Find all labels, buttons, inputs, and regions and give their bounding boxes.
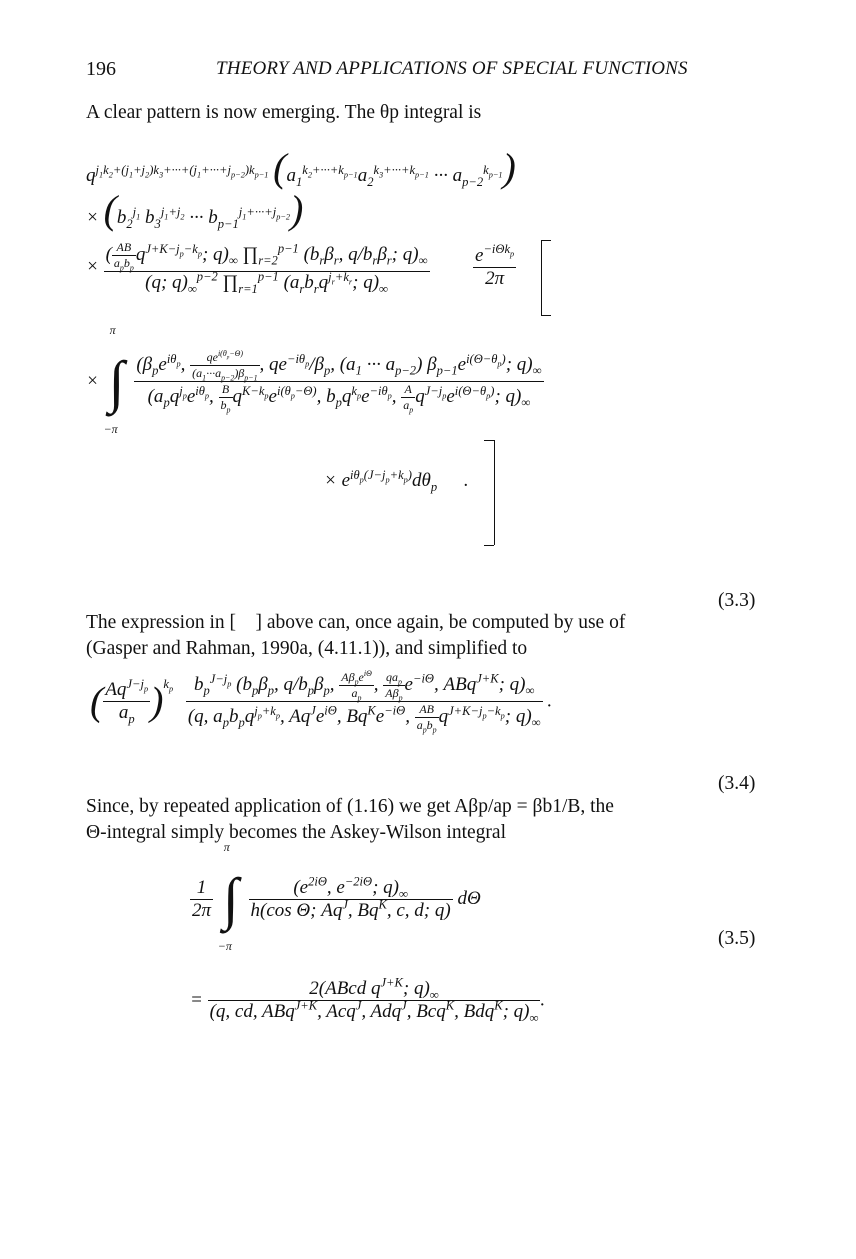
equation-3-4-label: (3.4)	[718, 773, 756, 794]
eq33-line5: × $e^{i\theta_p(J-j_p+k_p)}d\theta_p$ .	[324, 467, 469, 494]
equation-3-3-label: (3.3)	[718, 590, 756, 611]
paragraph-since-line2: Θ-integral simply becomes the Askey-Wilson integral	[86, 822, 506, 843]
eq33-line1: $q^{j_1k_2+(j_1+j_2)k_3+\cdot\cdot\cdot+(j_1+\cdot\cdot\cdot+j_{p-2})k_{p-1}}$ ($a_1^{k_2+\cdot\cdot\cdot+k_{p-1}}a_2^{k_3+\cdot\cdot\cdot+k_{p-1}}$ ··· $a_{p-2}^{k_{p-1}}$)	[86, 145, 516, 190]
equation-3-4: ( $Aq^{J-j_p}$ $a_p$ )$^{k_p}$ $b_p^{J-j_p}$ ($b_p\beta_p$, $q/b_p\beta_p$, $A\beta_pe^{i\Theta}$ $a_p$ , $qa_p$ $A\beta_p$ $e^{-i\Theta}$, ABq$^{J+K}$; $q)_\infty$ (q, $a_pb_pq^{j_p+k_p}$, $Aq^Je^{i\Theta}$, $Bq^Ke^{-i\Theta}$, AB $a_pb_p$ $q^{J+K-j_p-k_p}$; $q)_\infty$ .	[90, 669, 553, 735]
paragraph-intro: A clear pattern is now emerging. The θp integral is	[86, 102, 482, 123]
equation-3-5: $\frac{1}{2\pi}$ π ∫ −π ($e^{2i\Theta}$, $e^{-2i\Theta}$; $q)_\infty$ h(cos Θ; $Aq^J$, $Bq^K$, c, d; q) dΘ = 2(ABcd $q^{J+K}$; $q)_\infty$ (q, cd, ABq$^{J+K}$, Acq$^J$, Adq$^J$, Bcq$^K$, Bdq$^K$; $q)_\infty$ .	[190, 840, 546, 1025]
eq33-line3: × ( AB $a_pb_p$ $q^{J+K-j_p-k_p}$; $q)_\infty$ $\prod_{r=2}^{p-1}$ ($b_r\beta_r$, $q/b_r\beta_r$; $q)_\infty$ (q; $q)_\infty^{p-2}$ $\prod_{r=1}^{p-1}$ ($a_rb_rq^{j_r+k_r}$; $q)_\infty$ $e^{-i\Theta k_p}$ 2π	[86, 240, 515, 296]
equation-3-5-label: (3.5)	[718, 928, 756, 949]
paragraph-expression-line1: The expression in [ ] above can, once again, be computed by use of	[86, 612, 626, 633]
paragraph-expression-line2: (Gasper and Rahman, 1990a, (4.11.1)), and simplified to	[86, 638, 528, 659]
equation-3-3	[86, 140, 786, 580]
eq33-line2: × ($b_2^{j_1}$ $b_3^{j_1+j_2}$ ··· $b_{p-1}^{j_1+\cdot\cdot\cdot+j_{p-2}}$)	[86, 187, 304, 232]
running-title: THEORY AND APPLICATIONS OF SPECIAL FUNCTIONS	[216, 58, 688, 79]
eq33-line4: × π ∫ −π ($\beta_pe^{i\theta_p}$, $qe^{i(\theta_p-\Theta)}$ $(a_1\cdot\cdot\cdot a_{p-2})\beta_{p-1}$ , $qe^{-i\theta_p}/\beta_p$, ($a_1$ ··· $a_{p-2}$) $\beta_{p-1}e^{i(\Theta-\theta_p)}$; $q)_\infty$ ($a_pq^{j_p}e^{i\theta_p}$, $\frac{B}{b_p}$ $q^{K-k_p}e^{i(\theta_p-\Theta)}$, $b_pq^{k_p}e^{-i\theta_p}$, $\frac{A}{a_p}$ $q^{J-j_p}e^{i(\Theta-\theta_p)}$; $q)_\infty$	[86, 322, 542, 436]
page-number: 196	[86, 58, 116, 80]
paragraph-since-line1: Since, by repeated application of (1.16) we get Aβp/ap = βb1/B, the	[86, 796, 614, 817]
